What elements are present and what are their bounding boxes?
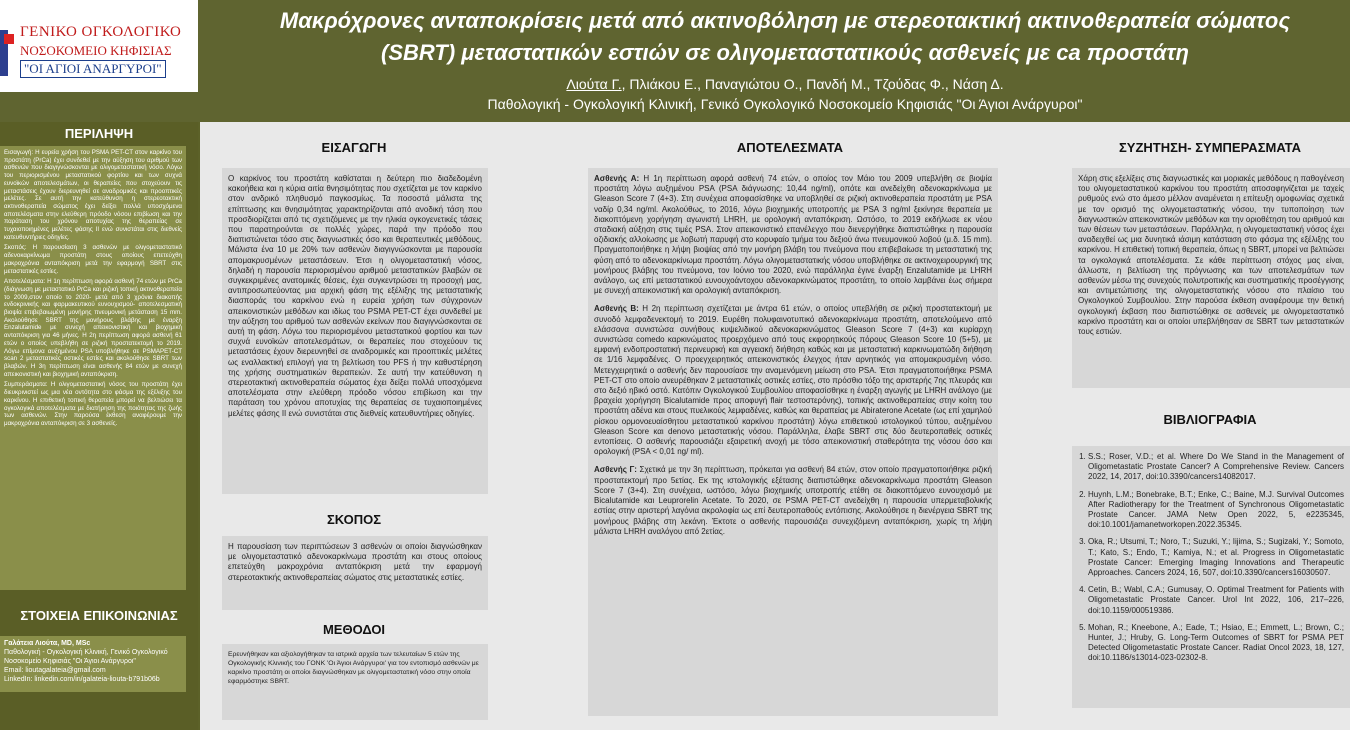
results-heading: ΑΠΟΤΕΛΕΣΜΑΤΑ <box>736 140 844 155</box>
contact-heading: ΣΤΟΙΧΕΙΑ ΕΠΙΚΟΙΝΩΝΙΑΣ <box>20 608 178 623</box>
case-a-text: Η 1η περίπτωση αφορά ασθενή 74 ετών, ο οποίος τον Μάιο του 2009 υπεβλήθη σε βιοψία προστάτη λόγω αυξημένου PSA (PSA διάγνωσης: 10,44 ng/ml), οπότε και ανεδείχθη αδενοκαρκίνωμα με Gleason Score 7 (4+3). Στη συνέχεια αποφασίσθηκε να υποβληθεί σε ριζική ακτινοθεραπεία προστάτη με PSA ναδίρ 0,34 ng/ml. Ακολούθως, το 2016, λόγω βιοχημικής υποτροπής με PSA 3 ng/ml ξεκίνησε θεραπεία με διακοπτόμενη χορήγηση αγωνιστή LHRH, με ορολογική ανταπόκριση. Ωστόσο, το 2019 εκδήλωσε εκ νέου σταδιακή αύξηση στις τιμές PSA. Στον απεικονιστικό επανέλεγχο που διενεργήθηκε διαπιστώθηκε η παρουσία οζιδιακής αλλοίωσης με λοβωτή παρυφή στο κορυφαίο τμήμα του δεξιού άνω πνευμονικού λοβού (μ.δ. 15 mm). Πραγματοποιήθηκε η λήψη βιοψίας από την μονήρη βλάβη του πνεύμονα που επιβεβαίωσε τη μεταστατική της φύση από το αδενοκαρκίνωμα προστάτη. Λόγω ολιγομεταστατικής νόσου υποβλήθηκε σε ακτινοχειρουργική της μονήρους βλάβης του πνεύμονα, τον Ιούνιο του 2020, ενώ παράλληλα έγινε έναρξη Enzalutamide με LHRH ανάλογο, ως επί μεταστατικού ευνουχοάντοχου αδενοκαρκινώματος προστάτη, το οποίο λαμβάνει έως σήμερα με συνεχή απεικονιστική και ορολογική ανταπόκριση. <box>594 174 993 296</box>
poster-title-line-2: (SBRT) μεταστατικών εστιών σε ολιγομεταστατικούς ασθενείς με ca προστάτη <box>381 40 1189 65</box>
logo-line-3: "ΟΙ ΑΓΙΟΙ ΑΝΑΡΓΥΡΟΙ" <box>20 60 166 78</box>
first-author: Λιούτα Γ. <box>566 76 622 92</box>
other-authors: , Πλιάκου Ε., Παναγιώτου Ο., Πανδή Μ., Τζούδας Φ., Νάση Δ. <box>621 76 1004 92</box>
intro-text: Ο καρκίνος του προστάτη καθίσταται η δεύτερη πιο διαδεδομένη κακοήθεια και η κύρια αιτία θνησιμότητας που σχετίζεται με τον καρκίνο στον ανδρικό πληθυσμό παγκοσμίως. Τα ποσοστά μάλιστα της επίπτωσης και θνησιμότητας χαρακτηρίζονται από ανοδική τάση που προσδιορίζεται από τις σχετιζόμενες με την ηλικία ογκογενετικές τάσεις που παρατηρούνται σε πολλές χώρες, παρά την πρόοδο που διαπιστώνεται τόσο στις διαγνωστικές όσο και θεραπευτικές μεθόδους. Μάλιστα ένα 10 με 20% των ασθενών διαγιγνώσκονται με παρουσία απομακρυσμένων μεταστάσεων. Έτσι η ολιγομεταστατική νόσος, δηλαδή η παρουσία περιορισμένου αριθμού μεταστατικών βλαβών σε συγκεκριμένες ανατομικές θέσεις, έχει συγκεντρώσει τη προσοχή μας, αντιπροσωπεύοντας μια αρχική φάση της εξέλιξης της μεταστατικής διασποράς του καρκίνου ενώ η ευρεία χρήση των σύγχρονων απεικονιστικών μεθόδων και ιδίως του PSMA PET-CT έχει συνδεθεί με την αύξηση του αριθμού των ασθενών εκείνων που διαγιγνώσκονται σε αυτή τη φάση. Λόγω του περιορισμένου μεταστατικού φορτίου και των συχνά ευνοϊκών αποτελεσμάτων, οι θεραπείες που στοχεύουν τις μεταστάσεις έχουν διερευνηθεί σε αναδρομικές και προοπτικές μελέτες ως εναλλακτική επιλογή για τη βελτίωση του PFS ή την καθυστέρηση της χρήσης συστηματικών θεραπειών. Σε αυτή την κατεύθυνση η στερεοτακτική ακτινοθεραπεία σώματος έχει δείξει πολλά υποσχόμενα αποτελέσματα στην ελεύθερη πρόοδο νόσου επιβίωση και την παράταση του χρόνου αποτυχίας της θεραπείας σε τυχαιοποιημένες μελέτες φάσης II ενώ συνιστάται στις διεθνείς κατευθυντήριες οδηγίες. <box>228 174 482 418</box>
aim-text: Η παρουσίαση των περιπτώσεων 3 ασθενών οι οποίοι διαγνώσθηκαν με ολιγομεταστατικό αδενοκαρκίνωμα προστάτη και στους οποίους επετεύχθη μακροχρόνια ανταπόκριση μετά την εφαρμογή στερεοτακτικής ακτινοθεραπείας σώματος στις μεταστατικές εστίες. <box>228 542 482 582</box>
reference-item: 2. Huynh, L.M.; Bonebrake, B.T.; Enke, C.; Baine, M.J. Survival Outcomes After Radiotherapy for the Treatment of Synchronous Oligometastatic Prostate Cancer. JAMA Netw Open 2022, 5, e2235345, doi:10.1001/jamanetworkopen.2022.35345. <box>1088 490 1344 531</box>
logo-line-2: ΝΟΣΟΚΟΜΕΙΟ ΚΗΦΙΣΙΑΣ <box>20 43 172 58</box>
summary-aim: Σκοπός: Η παρουσίαση 3 ασθενών με ολιγομεταστατικό αδενοκαρκίνωμα προστάτη στους οποίους επετεύχθη μακροχρόνια ανταπόκριση μετά την εφαρμογή SBRT στις μεταστατικές εστίες. <box>4 244 182 275</box>
poster-header <box>0 0 1350 122</box>
contact-email[interactable]: Email: lioutagalateia@gmail.com <box>4 667 106 674</box>
case-a <box>594 174 992 296</box>
contact-linkedin[interactable]: LinkedIn: linkedin.com/in/galateia-liouta-b791b06b <box>4 676 160 683</box>
case-b-label: Ασθενής Β: <box>594 304 639 314</box>
authors <box>230 76 1340 92</box>
results-panel <box>588 168 998 716</box>
logo-cross-mark <box>4 34 14 44</box>
case-b-text: Η 2η περίπτωση σχετίζεται με άντρα 61 ετών, ο οποίος υπεβλήθη σε ριζική προστατεκτομή με συνοδό λεμφαδενεκτομή το 2019. Ευρέθη πολυφαινοτυπικό αδενοκαρκίνωμα προστάτη, αποτελούμενο από ελάσσονα συνιστώσα συνήθους κυψελιδικού αδενοκαρκινώματος Gleason Score 7 (4+3) και κυρίαρχη συνιστώσα comedo καρκινώματος προερχόμενο από τους εκφορητικούς πόρους Gleason Score 10 (5+5), με εμφανή ενδοπροστατική περινευρική και αγγειακή διήθηση καθώς και με μεταστατική καρκινωματώδη διήθηση σε 1/16 λεμφαδένες. Ο προεγχειρητικός απεικονιστικός έλεγχος ήταν αρνητικός για απομακρυσμένη νόσο. Μετεγχειρητικά ο ασθενής δεν παρουσίασε την αναμενόμενη μείωση στο PSA. Έτσι πραγματοποιήθηκε PSMA PET-CT στο οποίο ανευρέθηκαν 2 μεταστατικές οστικές εστίες, στο πρόσθιο τόξο της αριστερής 7ης πλευράς και στο δεξιό ηβικό οστό. Κατόπιν Ογκολογικού Συμβουλίου αποφασίσθηκε η έναρξη αγωγής με LHRH ανάλογο (με βραχεία χορήγηση Bicalutamide προς αποφυγή flair τεστοστερόνης), τοπικής ακτινοθεραπείας στην κοίτη του προστάτη αδένα και στους πυελικούς λεμφαδένες, καθώς και θεραπείας με Abiraterone Acetate (ως επί χαμηλού ρίσκου ορμονοευαίσθητου μεταστατικού καρκίνου προστάτη) λόγω επιθετικού ιστολογικού τύπου, αυξημένου Gleason Score και denovo μεταστατικής νόσου. Παράλληλα, έλαβε SBRT στις δύο δευτεροπαθείς οστικές εντοπίσεις. Ο ασθενής παρουσιάζει εξαιρετική ανοχή με τόσο απεικονιστική σταθερότητα της νόσου όσο και ορολογική (PSA < 0,01 ng/ ml). <box>594 304 993 457</box>
poster-title-line-1: Μακρόχρονες ανταποκρίσεις μετά από ακτινοβόληση με στερεοτακτική ακτινοθεραπεία σώματος <box>279 8 1291 33</box>
methods-heading: ΜΕΘΟΔΟΙ <box>322 622 386 637</box>
hospital-logo <box>0 0 198 92</box>
summary-conclusions: Συμπεράσματα: Η ολιγομεταστατική νόσος του προστάτη έχει διευκρινιστεί ως μια νέα οντότητα στο φάσμα της εξέλιξης του καρκίνου. Η επιθετική τοπική θεραπεία μπορεί να βελτιώσει τα ογκολογικά αποτελέσματα με διατήρηση της ποιότητας της ζωής των ασθενών. Στην παρούσα έκθεση αναφέρουμε την μακροχρόνια ανταπόκριση σε 3 ασθενείς. <box>4 381 182 427</box>
discussion-heading: ΣΥΖΗΤΗΣΗ- ΣΥΜΠΕΡΑΣΜΑΤΑ <box>1118 140 1302 155</box>
contact-dept: Παθολογική - Ογκολογική Κλινική, Γενικό Ογκολογικό Νοσοκομείο Κηφισιάς "Οι Άγιοι Ανάργυροι" <box>4 649 168 665</box>
summary-intro: Εισαγωγή: Η ευρεία χρήση του PSMA PET-CT στον καρκίνο του προστάτη (PrCa) έχει συνδεθεί με την αύξηση του αριθμού των ασθενών που διαγιγνώσκονται με ολιγομεταστατική νόσο. Λόγω του περιορισμένου μεταστατικού φορτίου και των συχνά ευνοϊκών αποτελεσμάτων, οι θεραπείες που στοχεύουν τις μεταστάσεις έχουν διερευνηθεί σε αναδρομικές και προοπτικές μελέτες. Σε αυτή την κατεύθυνση η στερεοτακτική ακτινοθεραπεία σώματος έχει δείξει πολλά υποσχόμενα αποτελέσματα στην ελεύθερη πρόοδο νόσου επιβίωση και την παράταση του χρόνου αποτυχίας της θεραπείας σε τυχαιοποιημένες μελέτες φάσης II ενώ συνιστάται στις διεθνείς κατευθυντήριες οδηγίες. <box>4 149 182 241</box>
summary-results: Αποτελέσματα: Η 1η περίπτωση αφορά ασθενή 74 ετών με PrCa (διάγνωση με μεταστατικό PrCa και ριζική τοπική ακτινοθεραπεία το 2009,στον οποίο το 2020- μετά από 3 χρόνια διακοπής ενδοκρινικής και φαρμακευτικού ευνουχισμού- αποτελεσματική βιοψία επιβεβαιωμένη μονήρης πνευμονική μετάσταση 15 mm. Ακολούθησε SBRT της μονήρους βλάβης με έναρξη Enzalutamide με συνεχή απεικονιστική και βιοχημική ανταπόκριση για 46 μήνες. Η 2η περίπτωση αφορά ασθενή 61 ετών ο οποίος υπεβλήθη σε ριζική προστατεκτομή το 2019. Λόγω επίμονα αυξημένου PSA υποβλήθηκε σε PSMAPET-CT scan 2 μεταστατικές οστικές εστίες και ακολούθησε SBRT των βλαβών. Η 3η περίπτωση είναι ασθενής 84 ετών με συνεχή απεικονιστική και βιοχημική ανταπόκριση. <box>4 278 182 378</box>
references-panel <box>1072 446 1350 708</box>
discussion-text: Χάρη στις εξελίξεις στις διαγνωστικές και μοριακές μεθόδους η παθογένεση του ολιγομεταστατικού καρκίνου του προστάτη αποσαφηνίζεται με ταχείς ρυθμούς ενώ στο άμεσο μέλλον αναμένεται η επίτευξη ομοφωνίας σχετικά με τον ορισμό της ολιγομεταστατικής νόσου, την τυποποίηση των διαγνωστικών απεικονιστικών μεθόδων και την οριοθέτηση του αριθμού και των θέσεων των μεταστάσεων. Παράλληλα, η ολιγομεταστατική νόσος έχει αναδειχθεί ως μια δυνητικά ιάσιμη κατάσταση στο φάσμα της εξέλιξης του καρκίνου. Η επιθετική τοπική θεραπεία, όπως η SBRT, μπορεί να βελτιώσει τα ογκολογικά αποτελέσματα. Σε κάθε περίπτωση στόχος μας είναι, άλλωστε, η βελτίωση της πρόγνωσης και των αποτελεσμάτων των ασθενών μέσω της συνεχούς πολυτροπικής και συστηματικής προσέγγισης και αντιμετώπισης της ολιγομεταστατικής νόσου στο πλαίσιο του Ογκολογικού Συμβουλίου. Στην παρούσα έκθεση αναφέρουμε την θετική ογκολογική έκβαση που διαπιστώθηκε σε ασθενείς με ολιγομεταστατικό καρκίνο προστάτη και οι οποίοι υπεβλήθησαν σε SBRT των μεταστατικών τους εστιών. <box>1078 174 1344 337</box>
reference-item: 1. S.S.; Roser, V.D.; et al. Where Do We Stand in the Management of Oligometastatic Prostate Cancer? A Comprehensive Review. Cancers 2022, 14, 2017, doi:10.3390/cancers14082017. <box>1088 452 1344 483</box>
references-list <box>1078 452 1344 664</box>
case-c-text: Σχετικά με την 3η περίπτωση, πρόκειται για ασθενή 84 ετών, στον οποίο πραγματοποιήθηκε ριζική προστατεκτομή προ 5ετίας. Εκ της ιστολογικής εξέτασης διαπιστώθηκε αδενοκαρκίνωμα προστάτη Gleason Score 7 (3+4). Στη συνέχεια, ωστόσο, λόγω βιοχημικής υποτροπής ετέθη σε διακοπτόμενο ευνουχισμό με Bicalutamide και Leuprorelin Acetate. Το 2020, σε PSMA PET-CT ανεδείχθη η παρουσία υπερμεταβολικής εστίας στην αριστερή λαγόνια ακρολοφία ως επί δευτεροπαθούς εντόπισης. Ακολούθησε η διενέργεια SBRT της μονήρους βλάβης στη λεκάνη. Έκτοτε ο ασθενής παρουσιάζει συνεχιζόμενη ανταπόκριση, χωρίς τη λήψη μάλιστα LHRH αναλόγου από 2ετίας. <box>594 465 993 536</box>
intro-heading: ΕΙΣΑΓΩΓΗ <box>321 140 387 155</box>
main-content <box>200 122 1350 730</box>
case-c-label: Ασθενής Γ: <box>594 465 637 475</box>
logo-line-1: ΓΕΝΙΚΟ ΟΓΚΟΛΟΓΙΚΟ <box>20 24 182 40</box>
reference-item: 5. Mohan, R.; Kneebone, A.; Eade, T.; Hsiao, E.; Emmett, L.; Brown, C.; Hunter, J.; Hruby, G. Long-Term Outcomes of SBRT for PSMA PET Detected Oligometastatic Prostate Cancer. Radiat Oncol 2023, 18, 127, doi:10.1186/s13014-023-02302-8. <box>1088 623 1344 664</box>
case-a-label: Ασθενής Α: <box>594 174 640 183</box>
affiliation: Παθολογική - Ογκολογική Κλινική, Γενικό Ογκολογικό Νοσοκομείο Κηφισιάς "Οι Άγιοι Ανάργυροι" <box>487 96 1083 112</box>
references-heading: ΒΙΒΛΙΟΓΡΑΦΙΑ <box>1163 412 1257 427</box>
aim-heading: ΣΚΟΠΟΣ <box>326 512 381 527</box>
summary-box <box>0 146 186 590</box>
contact-box <box>0 636 186 692</box>
aim-panel <box>222 536 488 610</box>
left-sidebar <box>0 122 198 730</box>
case-c <box>594 465 992 536</box>
summary-heading: ΠΕΡΙΛΗΨΗ <box>64 126 134 141</box>
reference-item: 4. Cetin, B.; Wabl, C.A.; Gumusay, O. Optimal Treatment for Patients with Oligometastatic Prostate Cancer. Urol Int 2022, 106, 217–226, doi:10.1159/000519386. <box>1088 585 1344 616</box>
intro-panel <box>222 168 488 494</box>
case-b <box>594 304 992 457</box>
discussion-panel <box>1072 168 1350 388</box>
methods-text: Ερευνήθηκαν και αξιολογήθηκαν τα ιατρικά αρχεία των τελευταίων 5 ετών της Ογκολογικής Κλινικής του ΓΟΝΚ 'Οι Άγιοι Ανάργυροι' για τον εντοπισμό ασθενών με καρκίνο προστάτη οι οποίοι διαγνώσθηκαν με ολιγομεταστατική νόσο στην οποία εφαρμόστηκε SBRT. <box>228 651 479 685</box>
reference-item: 3. Oka, R.; Utsumi, T.; Noro, T.; Suzuki, Y.; Iijima, S.; Sugizaki, Y.; Somoto, T.; Kato, S.; Endo, T.; Kamiya, N.; et al. Progress in Oligometastatic Prostate Cancer: Emerging Imaging Innovations and Therapeutic Approaches. Cancers 2024, 16, 507, doi:10.3390/cancers16030507. <box>1088 537 1344 578</box>
contact-name: Γαλάτεια Λιούτα, MD, MSc <box>4 640 91 647</box>
methods-panel <box>222 644 488 720</box>
